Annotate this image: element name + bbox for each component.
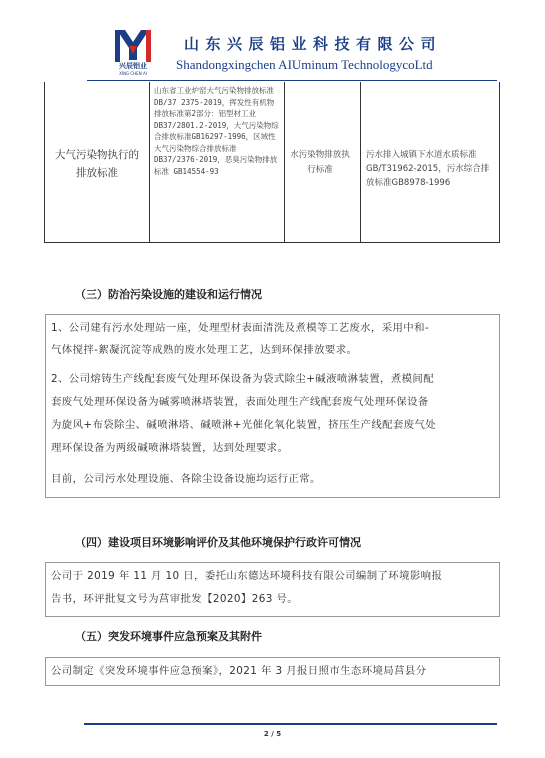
table-border — [360, 82, 361, 243]
paragraph-line: 1、公司建有污水处理站一座，处理型材表面清洗及煮模等工艺废水，采用中和- — [51, 322, 430, 334]
page-number: 2 / 5 — [263, 730, 282, 738]
footer-divider — [84, 723, 497, 725]
header-divider — [87, 80, 497, 81]
logo-cn-text: 兴辰铝业 — [119, 62, 147, 70]
table-border — [44, 242, 500, 243]
logo-en-text: XING CHEN AI — [119, 71, 147, 76]
table-cell-water-label: 水污染物排放执行标准 — [290, 150, 350, 175]
paragraph-line: 套废气处理环保设备为碱雾喷淋塔装置，表面处理生产线配套废气处理环保设备 — [51, 396, 429, 408]
page-header — [0, 0, 545, 82]
table-cell-water-standards: 污水排入城镇下水道水质标准 GB/T31962-2015，污水综合排放标准GB8978-1996 — [366, 150, 490, 188]
section-heading-3: （三）防治污染设施的建设和运行情况 — [75, 288, 262, 301]
table-border — [284, 82, 285, 243]
table-cell-air-label: 大气污染物执行的排放标准 — [55, 149, 139, 179]
paragraph-line: 2、公司熔铸生产线配套废气处理环保设备为袋式除尘+碱液喷淋装置，煮模间配 — [51, 373, 434, 385]
company-name-cn: 山东兴辰铝业科技有限公司 — [184, 35, 443, 53]
section-heading-5: （五）突发环境事件应急预案及其附件 — [75, 630, 262, 643]
section-5-box — [45, 657, 500, 686]
standards-table — [44, 82, 500, 243]
section-4-box — [45, 562, 500, 617]
paragraph-line: 告书，环评批复文号为莒审批发【2020】263 号。 — [51, 593, 299, 605]
paragraph-line: 公司于 2019 年 11 月 10 日，委托山东德达环境科技有限公司编制了环境影响报 — [51, 570, 443, 582]
table-cell-air-standards: 山东省工业炉窑大气污染物排放标准 DB/37 2375-2019，挥发性有机物排放标准第2部分：铝型材工业DB37/2801.2-2019，大气污染物综合排放标准GB16297-1996，区域性大气污染物综合排放标准DB37/2376-2019，恶臭污染物排放标准 GB14554-93 — [154, 86, 279, 176]
paragraph-line: 为旋风+布袋除尘、碱喷淋塔、碱喷淋+光催化氧化装置，挤压生产线配套废气处 — [51, 419, 437, 431]
section-heading-4: （四）建设项目环境影响评价及其他环境保护行政许可情况 — [75, 536, 361, 549]
paragraph-line: 公司制定《突发环境事件应急预案》，2021 年 3 月报日照市生态环境局莒县分 — [51, 665, 427, 677]
table-border — [149, 82, 150, 243]
company-name-en: Shandongxingchen AIUminum TechnologycoLtd — [176, 57, 433, 72]
table-border — [499, 82, 500, 243]
paragraph-line: 目前，公司污水处理设施、各除尘设备设施均运行正常。 — [51, 473, 321, 485]
table-border — [44, 82, 45, 243]
paragraph-line: 理环保设备为两级碱喷淋塔装置，达到处理要求。 — [51, 442, 289, 454]
section-3-box — [45, 314, 500, 498]
paragraph-line: 气体搅拌-絮凝沉淀等成熟的废水处理工艺，达到环保排放要求。 — [51, 344, 358, 356]
